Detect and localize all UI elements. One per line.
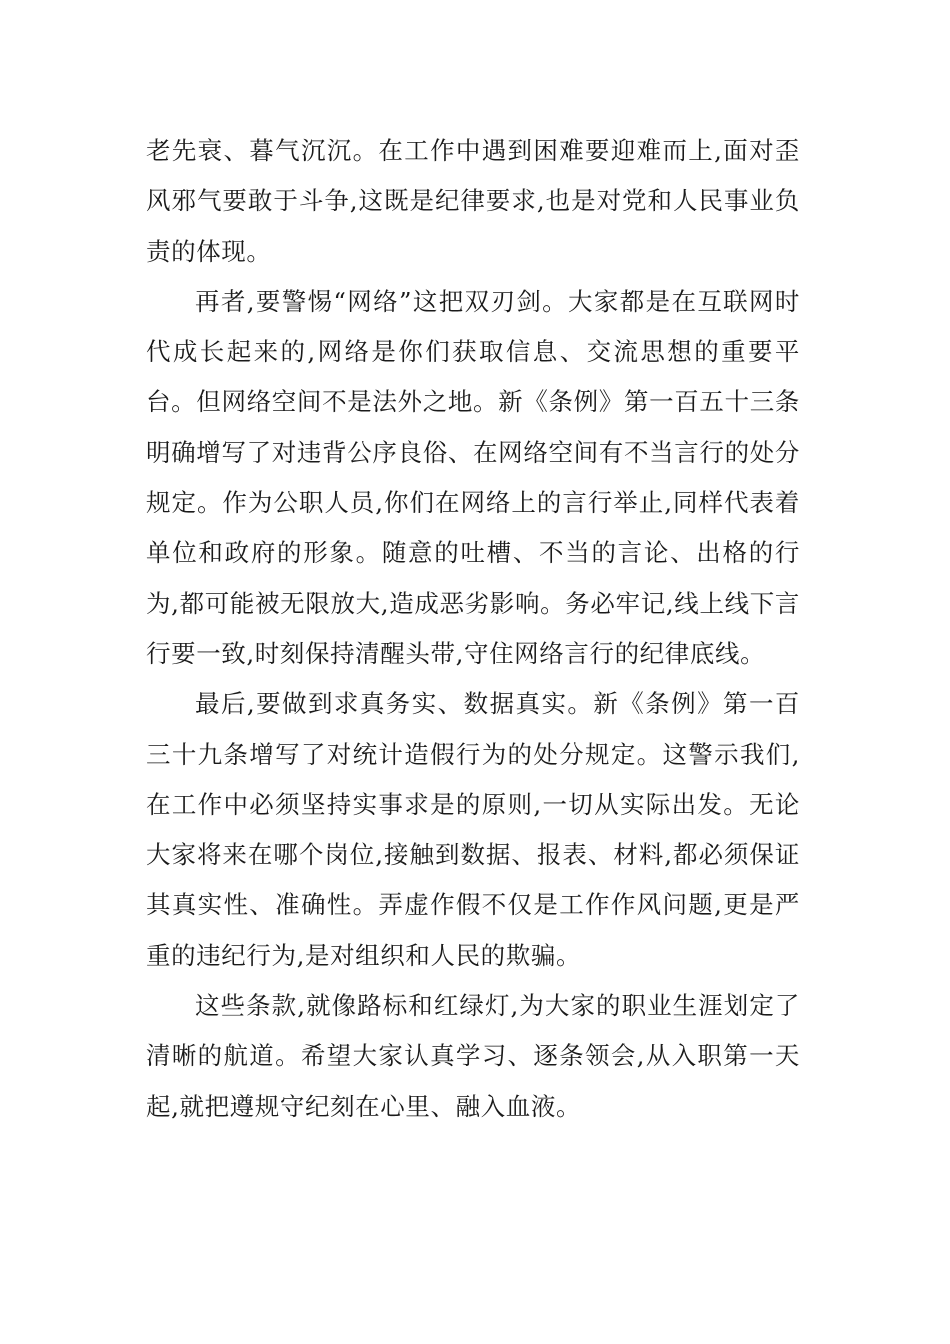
paragraph-continuation: 老先衰、暮气沉沉。在工作中遇到困难要迎难而上,面对歪风邪气要敢于斗争,这既是纪律要求,也是对党和人民事业负责的体现。 [146,136,800,266]
paragraph-network-warning: 再者,要警惕“网络”这把双刃剑。大家都是在互联网时代成长起来的,网络是你们获取信息、交流思想的重要平台。但网络空间不是法外之地。新《条例》第一百五十三条明确增写了对违背公序良俗、在网络空间有不当言行的处分规定。作为公职人员,你们在网络上的言行举止,同样代表着单位和政府的形象。随意的吐槽、不当的言论、出格的行为,都可能被无限放大,造成恶劣影响。务必牢记,线上线下言行要一致,时刻保持清醒头带,守住网络言行的纪律底线。 [146,286,800,668]
paragraph-data-truthfulness: 最后,要做到求真务实、数据真实。新《条例》第一百三十九条增写了对统计造假行为的处分规定。这警示我们,在工作中必须坚持实事求是的原则,一切从实际出发。无论大家将来在哪个岗位,接触到数据、报表、材料,都必须保证其真实性、准确性。弄虚作假不仅是工作作风问题,更是严重的违纪行为,是对组织和人民的欺骗。 [146,689,800,970]
document-body [146,126,800,1132]
paragraph-conclusion: 这些条款,就像路标和红绿灯,为大家的职业生涯划定了清晰的航道。希望大家认真学习、逐条领会,从入职第一天起,就把遵规守纪刻在心里、融入血液。 [146,991,800,1121]
